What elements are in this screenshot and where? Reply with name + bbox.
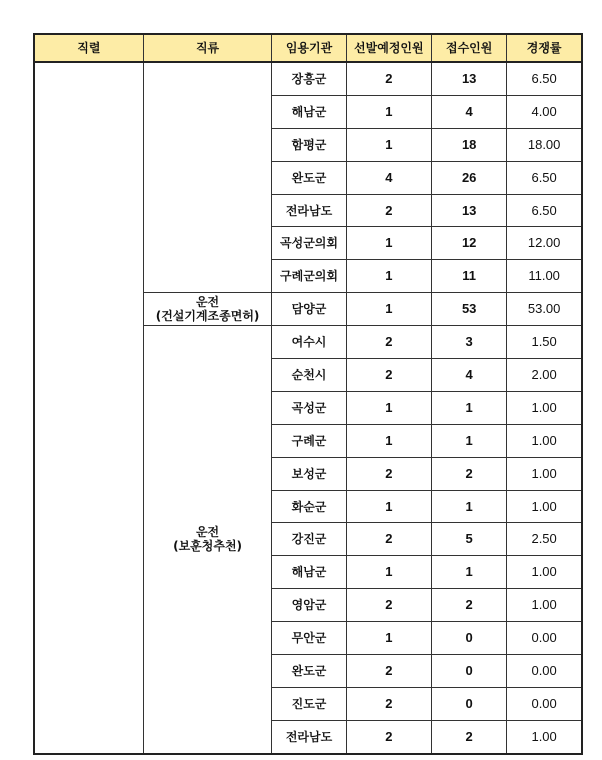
applicants-cell: 1 [432, 490, 507, 523]
category-cell-construction [143, 293, 272, 326]
ratio-cell: 18.00 [507, 128, 582, 161]
agency-cell: 화순군 [272, 490, 346, 523]
agency-cell: 장흥군 [272, 62, 346, 95]
applicants-cell: 1 [432, 391, 507, 424]
applicants-cell: 4 [432, 359, 507, 392]
header-series: 직렬 [34, 34, 143, 62]
agency-cell: 진도군 [272, 687, 346, 720]
category-line1: 운전 [195, 295, 220, 310]
agency-cell: 해남군 [272, 95, 346, 128]
applicants-cell: 4 [432, 95, 507, 128]
agency-cell: 곡성군 [272, 391, 346, 424]
applicants-cell: 13 [432, 194, 507, 227]
ratio-cell: 0.00 [507, 622, 582, 655]
planned-cell: 1 [346, 622, 431, 655]
ratio-cell: 0.00 [507, 687, 582, 720]
planned-cell: 1 [346, 260, 431, 293]
agency-cell: 여수시 [272, 326, 346, 359]
category-line2: (보훈청추천) [173, 539, 243, 554]
planned-cell: 2 [346, 589, 431, 622]
agency-cell: 강진군 [272, 523, 346, 556]
agency-cell: 구례군의회 [272, 260, 346, 293]
ratio-cell: 1.00 [507, 490, 582, 523]
table-row [34, 62, 582, 95]
category-line2: (건설기계조종면허) [155, 309, 260, 324]
planned-cell: 2 [346, 457, 431, 490]
ratio-cell: 1.00 [507, 391, 582, 424]
planned-cell: 1 [346, 556, 431, 589]
applicants-cell: 18 [432, 128, 507, 161]
planned-cell: 2 [346, 194, 431, 227]
applicants-cell: 0 [432, 622, 507, 655]
applicants-cell: 5 [432, 523, 507, 556]
agency-cell: 영암군 [272, 589, 346, 622]
planned-cell: 2 [346, 62, 431, 95]
applicants-cell: 53 [432, 293, 507, 326]
ratio-cell: 1.50 [507, 326, 582, 359]
ratio-cell: 2.50 [507, 523, 582, 556]
ratio-cell: 1.00 [507, 720, 582, 753]
planned-cell: 2 [346, 655, 431, 688]
ratio-cell: 53.00 [507, 293, 582, 326]
agency-cell: 무안군 [272, 622, 346, 655]
applicants-cell: 2 [432, 720, 507, 753]
planned-cell: 2 [346, 523, 431, 556]
ratio-cell: 1.00 [507, 457, 582, 490]
applicants-cell: 2 [432, 589, 507, 622]
category-cell-veterans [143, 326, 272, 754]
planned-cell: 1 [346, 424, 431, 457]
series-cell [34, 62, 143, 754]
header-agency: 임용기관 [272, 34, 346, 62]
planned-cell: 1 [346, 490, 431, 523]
agency-cell: 함평군 [272, 128, 346, 161]
agency-cell: 완도군 [272, 161, 346, 194]
ratio-cell: 1.00 [507, 589, 582, 622]
planned-cell: 1 [346, 391, 431, 424]
agency-cell: 담양군 [272, 293, 346, 326]
ratio-cell: 6.50 [507, 161, 582, 194]
ratio-cell: 11.00 [507, 260, 582, 293]
ratio-cell: 1.00 [507, 556, 582, 589]
agency-cell: 완도군 [272, 655, 346, 688]
planned-cell: 2 [346, 326, 431, 359]
header-category: 직류 [143, 34, 272, 62]
category-line1: 운전 [195, 525, 220, 540]
applicants-cell: 0 [432, 687, 507, 720]
applicants-cell: 11 [432, 260, 507, 293]
planned-cell: 2 [346, 359, 431, 392]
planned-cell: 4 [346, 161, 431, 194]
category-cell-empty [143, 62, 272, 293]
applicants-cell: 3 [432, 326, 507, 359]
ratio-cell: 6.50 [507, 62, 582, 95]
table-body [34, 62, 582, 754]
applicants-cell: 1 [432, 424, 507, 457]
applicants-cell: 0 [432, 655, 507, 688]
planned-cell: 2 [346, 687, 431, 720]
ratio-cell: 12.00 [507, 227, 582, 260]
planned-cell: 1 [346, 227, 431, 260]
ratio-cell: 2.00 [507, 359, 582, 392]
ratio-cell: 4.00 [507, 95, 582, 128]
agency-cell: 전라남도 [272, 194, 346, 227]
header-row [34, 34, 582, 62]
applicants-cell: 26 [432, 161, 507, 194]
applicants-cell: 1 [432, 556, 507, 589]
header-ratio: 경쟁률 [507, 34, 582, 62]
header-planned: 선발예정인원 [346, 34, 431, 62]
applicants-cell: 13 [432, 62, 507, 95]
applicants-cell: 12 [432, 227, 507, 260]
agency-cell: 곡성군의회 [272, 227, 346, 260]
ratio-cell: 0.00 [507, 655, 582, 688]
agency-cell: 구례군 [272, 424, 346, 457]
planned-cell: 2 [346, 720, 431, 753]
agency-cell: 보성군 [272, 457, 346, 490]
planned-cell: 1 [346, 293, 431, 326]
header-applicants: 접수인원 [432, 34, 507, 62]
ratio-cell: 1.00 [507, 424, 582, 457]
agency-cell: 전라남도 [272, 720, 346, 753]
competition-rate-table [33, 33, 583, 755]
planned-cell: 1 [346, 95, 431, 128]
agency-cell: 해남군 [272, 556, 346, 589]
agency-cell: 순천시 [272, 359, 346, 392]
ratio-cell: 6.50 [507, 194, 582, 227]
planned-cell: 1 [346, 128, 431, 161]
applicants-cell: 2 [432, 457, 507, 490]
